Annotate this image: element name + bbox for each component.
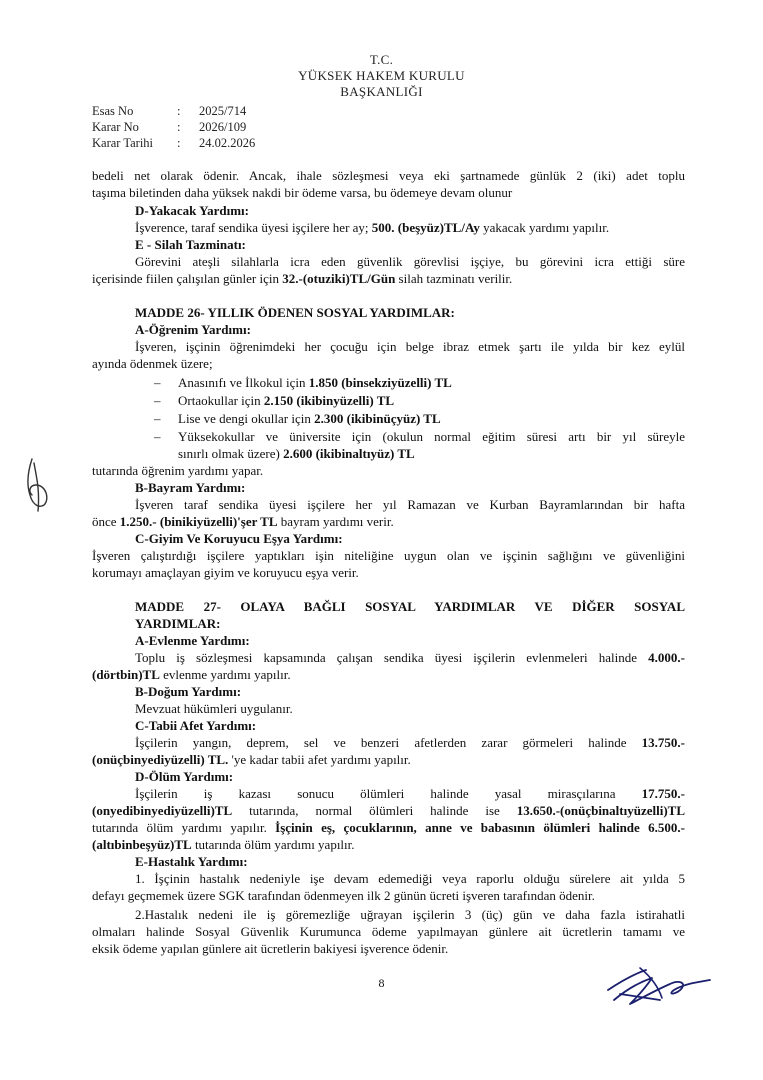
olum-heading: D-Ölüm Yardımı:: [135, 769, 234, 784]
afet-pre: İşçilerin yangın, deprem, sel ve benzeri afetlerden zarar görmeleri halinde: [135, 735, 642, 750]
cont-line-2: taşıma biletinden daha yüksek nakdi bir ödeme varsa, bu ödemeye devam olunur: [92, 185, 513, 200]
header-presidency: BAŞKANLIĞI: [340, 84, 423, 99]
ogrenim-item-1: [178, 375, 452, 391]
header-institution: YÜKSEK HAKEM KURULU: [298, 68, 465, 83]
bullet-dash: –: [154, 411, 161, 426]
hastalik-heading: E-Hastalık Yardımı:: [135, 854, 248, 869]
yakacak-heading: D-Yakacak Yardımı:: [135, 203, 249, 218]
madde27-title-line-1: MADDE 27- OLAYA BAĞLI SOSYAL YARDIMLAR VE DİĞER SOSYAL: [135, 599, 685, 614]
item-3-amount: 2.300 (ikibinüçyüz) TL: [314, 411, 441, 426]
afet-line-1: [135, 735, 685, 751]
karar-value: 2026/109: [199, 120, 247, 134]
ogrenim-item-2: [178, 393, 394, 409]
tarih-row: [92, 135, 255, 151]
ogrenim-tail: tutarında öğrenim yardımı yapar.: [92, 463, 264, 478]
olum-amount-words: (onyedibinyediyüzelli)TL: [92, 803, 233, 818]
olum-family-amount-words: (altıbinbeşyüz)TL: [92, 837, 192, 852]
yakacak-text: [135, 220, 609, 236]
bayram-pre: önce: [92, 514, 120, 529]
evlenme-amount-words: (dörtbin)TL: [92, 667, 160, 682]
afet-amount: 13.750.-: [641, 735, 685, 750]
bayram-post: bayram yardımı verir.: [277, 514, 394, 529]
olum-normal-amount: 13.650.-(onüçbinaltıyüzelli)TL: [516, 803, 685, 818]
bullet-dash: –: [154, 393, 161, 408]
dogum-heading: B-Doğum Yardımı:: [135, 684, 242, 699]
bullet-dash: –: [154, 429, 161, 444]
afet-amount-words: (onüçbinyediyüzelli) TL.: [92, 752, 229, 767]
cont-line-1: bedeli net olarak ödenir. Ancak, ihale sözleşmesi veya eki şartnamede günlük 2 (iki) adet toplu: [92, 168, 685, 183]
item-3-text: Lise ve dengi okullar için: [178, 411, 315, 426]
olum-line-1: [135, 786, 685, 802]
silah-pre: içerisinde fiilen çalışılan günler için: [92, 271, 283, 286]
esas-value: 2025/714: [199, 104, 247, 118]
ogrenim-heading: A-Öğrenim Yardımı:: [135, 322, 251, 337]
evlenme-heading: A-Evlenme Yardımı:: [135, 633, 250, 648]
yakacak-pre: İşverence, taraf sendika üyesi işçilere her ay;: [135, 220, 372, 235]
olum-line-4: [92, 837, 355, 853]
case-meta: [92, 103, 255, 151]
silah-heading: E - Silah Tazminatı:: [135, 237, 246, 252]
item-1-amount: 1.850 (binsekziyüzelli) TL: [308, 375, 452, 390]
esas-row: [92, 103, 255, 119]
hastalik-p2-line-1: 2.Hastalık nedeni ile iş göremezliğe uğrayan işçilerin 3 (üç) gün ve daha fazla istirahatli: [135, 907, 685, 922]
giyim-line-1: İşveren çalıştırdığı işçilere yaptıkları işin niteliğine uygun olan ve işçinin sağlığını ve güvenliğini: [92, 548, 685, 563]
ogrenim-item-4-line-1: Yüksekokullar ve üniversite için (okulun normal eğitim süresi artı bir yıl süreyle: [178, 429, 685, 444]
silah-line-2: [92, 271, 512, 287]
ogrenim-item-3: [178, 411, 441, 427]
signature-mark: [600, 960, 720, 1010]
afet-line-2: [92, 752, 411, 768]
dogum-text: Mevzuat hükümleri uygulanır.: [135, 701, 293, 716]
margin-initial-mark: [18, 455, 58, 515]
ogrenim-item-4-line-2: [178, 446, 415, 462]
yakacak-post: yakacak yardımı yapılır.: [479, 220, 610, 235]
giyim-line-2: korumayı amaçlayan giyim ve koruyucu eşya verir.: [92, 565, 359, 580]
olum-mid: tutarında, normal ölümleri halinde ise: [232, 803, 517, 818]
evlenme-post: evlenme yardımı yapılır.: [159, 667, 291, 682]
item-4-amount: 2.600 (ikibinaltıyüz) TL: [283, 446, 415, 461]
giyim-heading: C-Giyim Ve Koruyucu Eşya Yardımı:: [135, 531, 343, 546]
item-2-amount: 2.150 (ikibinyüzelli) TL: [263, 393, 395, 408]
page-number: 8: [378, 976, 385, 990]
bayram-line-2: [92, 514, 394, 530]
item-4-text: sınırlı olmak üzere): [178, 446, 284, 461]
evlenme-amount: 4.000.-: [648, 650, 685, 665]
olum-amount: 17.750.-: [641, 786, 685, 801]
esas-label: Esas No: [92, 104, 134, 118]
silah-line-1: Görevini ateşli silahlarla icra eden güvenlik görevlisi işçiye, bu görevini icra ettiği süre: [135, 254, 685, 269]
hastalik-p1-line-1: 1. İşçinin hastalık nedeniyle işe devam edemediği veya raporlu olduğu sürelere ait yılda 5: [135, 871, 685, 886]
tarih-sep: :: [177, 136, 181, 150]
evlenme-pre: Toplu iş sözleşmesi kapsamında çalışan sendika üyesi işçilerin evlenmeleri halinde: [135, 650, 649, 665]
tarih-value: 24.02.2026: [199, 136, 256, 150]
olum-line-2: [92, 803, 685, 819]
esas-sep: :: [177, 104, 181, 118]
afet-post: 'ye kadar tabii afet yardımı yapılır.: [228, 752, 411, 767]
karar-sep: :: [177, 120, 181, 134]
olum-l3-bold: İşçinin eş, çocuklarının, anne ve babasının ölümleri halinde: [275, 820, 640, 835]
item-2-text: Ortaokullar için: [178, 393, 264, 408]
madde27-title-line-2: YARDIMLAR:: [135, 616, 221, 631]
olum-line-3: [92, 820, 685, 836]
hastalik-p2-line-3: eksik ödeme yapılan günlere ait ücretlerin bakiyesi işverence ödenir.: [92, 941, 449, 956]
hastalik-p2-line-2: olmaları halinde Sosyal Güvenlik Kurumunca ödeme yapılmayan günlere ait ücretlerin tamamı ve: [92, 924, 685, 939]
yakacak-amount: 500. (beşyüz)TL/Ay: [371, 220, 480, 235]
bayram-amount: 1.250.- (binikiyüzelli)'şer TL: [119, 514, 278, 529]
silah-post: silah tazminatı verilir.: [395, 271, 513, 286]
header-tc: T.C.: [369, 52, 394, 67]
hastalik-p1-line-2: defayı geçmemek üzere SGK tarafından ödenmeyen ilk 2 günün ücreti işveren tarafından ödenir.: [92, 888, 595, 903]
bayram-line-1: İşveren taraf sendika üyesi işçilere her yıl Ramazan ve Kurban Bayramlarından bir hafta: [135, 497, 685, 512]
madde26-title: MADDE 26- YILLIK ÖDENEN SOSYAL YARDIMLAR:: [135, 305, 455, 320]
karar-label: Karar No: [92, 120, 139, 134]
olum-l3-pre: tutarında ölüm yardımı yapılır.: [92, 820, 276, 835]
olum-l4-post: tutarında ölüm yardımı yapılır.: [191, 837, 355, 852]
ogrenim-line-2: ayında ödenmek üzere;: [92, 356, 213, 371]
bayram-heading: B-Bayram Yardımı:: [135, 480, 246, 495]
karar-row: [92, 119, 255, 135]
olum-family-amount: 6.500.-: [648, 820, 685, 835]
evlenme-line-1: [135, 650, 685, 666]
item-1-text: Anasınıfı ve İlkokul için: [178, 375, 309, 390]
ogrenim-line-1: İşveren, işçinin öğrenimdeki her çocuğu için belge ibraz etmek şartı ile yılda bir kez eylül: [135, 339, 685, 354]
silah-amount: 32.-(otuziki)TL/Gün: [282, 271, 396, 286]
evlenme-line-2: [92, 667, 291, 683]
afet-heading: C-Tabii Afet Yardımı:: [135, 718, 257, 733]
olum-pre: İşçilerin iş kazası sonucu ölümleri halinde yasal mirasçılarına: [135, 786, 642, 801]
bullet-dash: –: [154, 375, 161, 390]
tarih-label: Karar Tarihi: [92, 136, 154, 150]
